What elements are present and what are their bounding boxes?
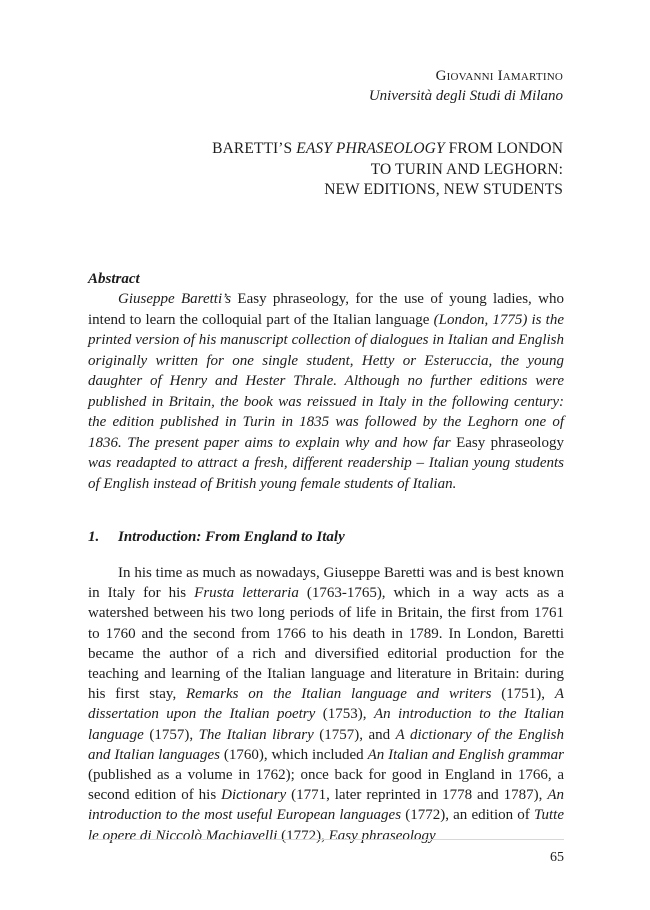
- body-seg-r: An introduction to the most useful European languages: [88, 787, 564, 824]
- body-seg-t: Tutte le opere di Niccolò Machiavelli: [88, 807, 564, 844]
- section-heading: [88, 527, 345, 547]
- body-seg-e: (1751),: [491, 686, 555, 703]
- page-number: 65: [550, 850, 564, 865]
- body-seg-b: Frusta letteraria: [194, 585, 299, 602]
- body-seg-l: A dictionary of the English and Italian languages: [88, 726, 565, 763]
- body-seg-a: In his time as much as nowadays, Giuseppe Baretti was and is best known in Italy for his: [88, 565, 564, 602]
- abstract-text: [88, 289, 564, 494]
- body-seg-m: (1760), which included: [219, 746, 368, 763]
- body-seg-k: (1757), and: [313, 726, 396, 743]
- abstract-segment-2: Easy phraseology: [237, 291, 346, 307]
- abstract-heading: Abstract: [88, 271, 140, 287]
- body-seg-n: An Italian and English grammar: [367, 746, 564, 763]
- body-seg-c: (1763-1765), which in a way acts as a watershed between his two long periods of life in Britain, the first from 1761 to 1760 and the second from 1766 to his death in 1789. In London, Baretti became the author of a rich and diversified editorial production for the teaching and learning of the Italian language and literature in Britain: during his first stay,: [88, 585, 565, 703]
- body-seg-o: (published as a volume in 1762); once back for good in England in 1766, a second edition of his: [88, 767, 564, 804]
- section-number: 1.: [88, 529, 100, 545]
- abstract-segment-4: (London, 1775) is the printed version of his manuscript collection of dialogues in Italian and English originally written for one single student, Hetty or Esteruccia, the young daughter of Henry and Hester Thrale. Although no further editions were published in Britain, the book was reissued in Italy in the following century: the edition published in Turin in 1835 was followed by the Leghorn one of 1836. The present paper aims to explain why and how far: [88, 311, 564, 451]
- body-seg-f: A dissertation upon the Italian poetry: [88, 686, 564, 723]
- title-line-1-pre: BARETTI’S: [212, 140, 297, 157]
- body-seg-v: Easy phraseology: [328, 827, 436, 844]
- body-seg-q: (1771, later reprinted in 1778 and 1787),: [286, 787, 548, 804]
- body-paragraph: [88, 563, 564, 846]
- title-line-1-post: FROM LONDON: [444, 140, 563, 157]
- title-line-1: [150, 139, 563, 160]
- body-seg-s: (1772), an edition of: [401, 807, 534, 824]
- abstract-segment-3: , for the use of young ladies, who intend to learn the colloquial part of the Italian language: [88, 291, 564, 328]
- body-seg-h: An introduction to the Italian language: [88, 706, 564, 743]
- body-seg-u: (1772),: [277, 827, 329, 844]
- body-seg-d: Remarks on the Italian language and writers: [186, 686, 492, 703]
- abstract-segment-5: Easy phraseology: [456, 434, 564, 451]
- author-affiliation: Università degli Studi di Milano: [368, 88, 563, 104]
- footer-rule: [88, 839, 564, 840]
- title-line-1-italic: EASY PHRASEOLOGY: [296, 140, 445, 157]
- abstract-segment-1: Giuseppe Baretti’s: [118, 291, 238, 307]
- body-seg-g: (1753),: [315, 706, 374, 723]
- body-seg-i: (1757),: [143, 726, 199, 743]
- abstract-segment-6: was readapted to attract a fresh, different readership – Italian young students of English instead of British young female students of Italian.: [88, 455, 564, 492]
- body-seg-p: Dictionary: [221, 787, 287, 804]
- paper-title: [150, 139, 563, 201]
- author-name: Giovanni Iamartino: [435, 68, 563, 84]
- title-line-2: TO TURIN AND LEGHORN:: [370, 160, 563, 178]
- title-line-3: NEW EDITIONS, NEW STUDENTS: [324, 181, 563, 198]
- body-seg-j: The Italian library: [198, 726, 314, 743]
- author-block: [300, 66, 563, 106]
- section-title: Introduction: From England to Italy: [118, 529, 345, 545]
